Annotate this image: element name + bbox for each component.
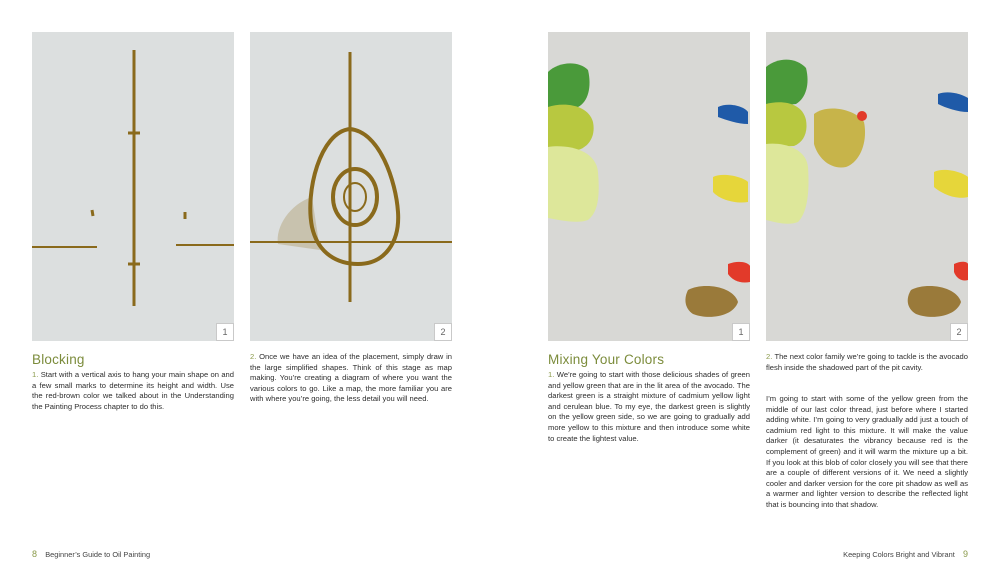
step-text: We’re going to start with those delicious shades of green and yellow green that are in the lit area of the avocado. The darkest green is a straight mixture of cadmium yellow light and cerulean blue. To my eye, the darkest green is slightly on the yellow green side, so we are going to gradually add more yellow to this mixture and then introduce some white to create the lightest value.: [548, 370, 750, 443]
photo-number-tag: 2: [434, 323, 452, 341]
mixing-step-2: [766, 352, 968, 373]
mixing-step-1: [548, 370, 750, 444]
avocado-outline-sketch: [250, 32, 452, 341]
step-number: 1.: [32, 370, 39, 379]
left-footer: [32, 549, 150, 559]
photo-number-tag: 1: [216, 323, 234, 341]
mixing-photo-1: [548, 32, 750, 341]
step-number: 2.: [250, 352, 257, 361]
photo-number-tag: 2: [950, 323, 968, 341]
page-number: 9: [962, 549, 968, 559]
book-title: Beginner’s Guide to Oil Painting: [45, 550, 151, 559]
step-text: Start with a vertical axis to hang your main shape on and a few small marks to determine its height and width. Use the red-brown color we talked about in the Understanding the Painting Process chapter to do this.: [32, 370, 234, 411]
chapter-title: Keeping Colors Bright and Vibrant: [843, 550, 955, 559]
step-number: 1.: [548, 370, 555, 379]
blocking-photo-1: [32, 32, 234, 341]
photo-number-tag: 1: [732, 323, 750, 341]
blocking-photo-2: [250, 32, 452, 341]
paint-palette-photo: [766, 32, 968, 341]
right-footer: [843, 549, 968, 559]
vertical-axis-sketch: [32, 32, 234, 341]
section-heading-mixing: Mixing Your Colors: [548, 352, 665, 367]
mixing-photo-2: [766, 32, 968, 341]
step-text: I’m going to start with some of the yellow green from the middle of our last color thread, just before where I started adding white. I’m going to very gradually add just a touch of cadmium red light to this mixture. It will make the value darker (it desaturates the vibrancy because red is the complement of green) and it will warm the mixture up a bit. If you look at this blob of color closely you will see that there are a couple of different versions of it. We need a slightly cooler and darker version for the core pit shadow as well as a warmer and lighter version to describe the reflected light that is bouncing into that shadow.: [766, 394, 968, 509]
section-heading-blocking: Blocking: [32, 352, 85, 367]
step-text: The next color family we’re going to tackle is the avocado flesh inside the shadowed part of the pit cavity.: [766, 352, 968, 372]
page-number: 8: [32, 549, 38, 559]
blocking-step-1: [32, 370, 234, 412]
step-text: Once we have an idea of the placement, simply draw in the large simplified shapes. Think of this stage as map making. You’re creating a diagram of where you want the various colors to go. Like a map, the more familiar you are with where you’re going, the less detail you will need.: [250, 352, 452, 404]
mixing-step-2-continued: [766, 394, 968, 511]
blocking-step-2: [250, 352, 452, 405]
paint-palette-photo: [548, 32, 750, 341]
step-number: 2.: [766, 352, 773, 361]
